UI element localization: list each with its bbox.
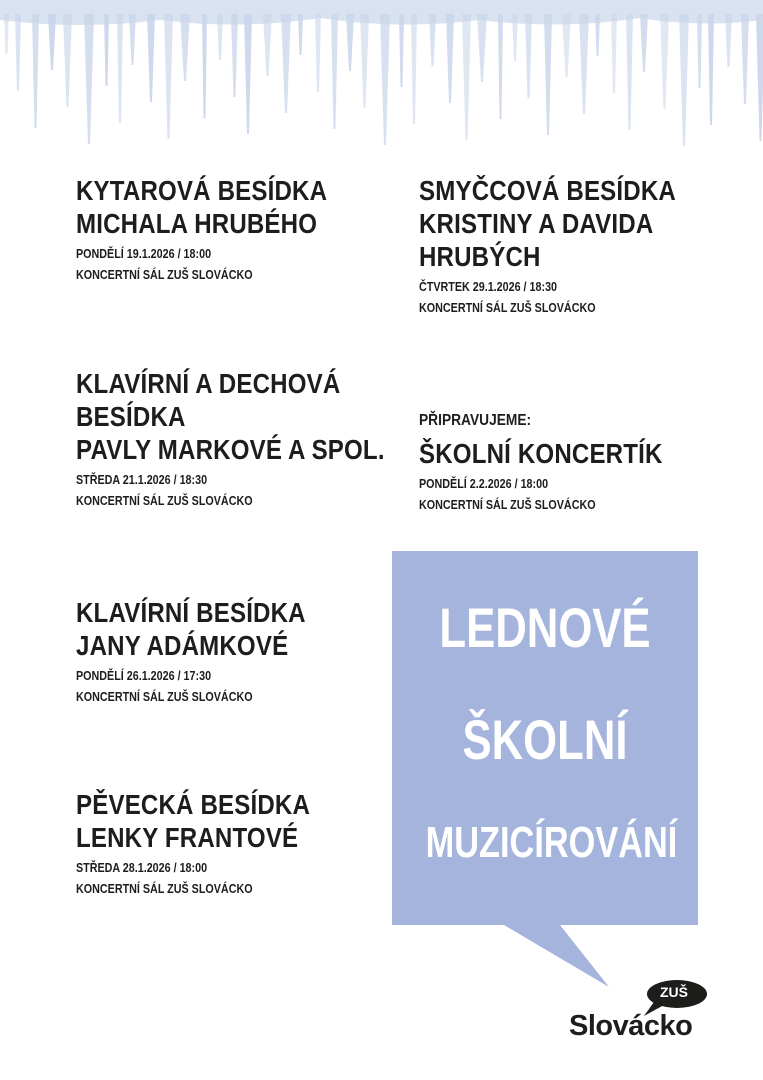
event-title [419, 437, 663, 470]
event-title-line: KLAVÍRNÍ BESÍDKA [76, 597, 306, 628]
event-upcoming [419, 411, 702, 516]
event-venue: KONCERTNÍ SÁL ZUŠ SLOVÁCKO [419, 301, 596, 315]
event-info [76, 470, 385, 512]
event-title-line: PAVLY MARKOVÉ A SPOL. [76, 434, 385, 465]
event-info [419, 474, 663, 516]
event-info [76, 858, 310, 900]
event-title-line: JANY ADÁMKOVÉ [76, 630, 289, 661]
event-title [76, 174, 327, 240]
event-date: PONDĚLÍ 19.1.2026 / 18:00 [76, 247, 212, 261]
event-guitar-recital [76, 174, 368, 286]
event-info [76, 666, 306, 708]
event-title-line: KRISTINY A DAVIDA [419, 208, 654, 239]
event-venue: KONCERTNÍ SÁL ZUŠ SLOVÁCKO [76, 268, 253, 282]
event-title [76, 788, 310, 854]
event-title-line: KYTAROVÁ BESÍDKA [76, 175, 328, 206]
upcoming-label: PŘIPRAVUJEME: [419, 412, 532, 429]
event-title-line: MICHALA HRUBÉHO [76, 208, 318, 239]
logo-slovacko-text: Slovácko [569, 1010, 693, 1042]
event-title-line: LENKY FRANTOVÉ [76, 822, 299, 853]
event-title-line: ŠKOLNÍ KONCERTÍK [419, 438, 663, 469]
event-strings-recital [419, 174, 718, 319]
event-date: STŘEDA 21.1.2026 / 18:30 [76, 473, 208, 487]
event-title-line: KLAVÍRNÍ A DECHOVÁ [76, 368, 341, 399]
bubble-title-line: MUZICÍROVÁNÍ [425, 818, 678, 867]
event-title [419, 174, 676, 273]
event-info [76, 244, 327, 286]
bubble-title-line: ŠKOLNÍ [462, 708, 628, 771]
event-venue: KONCERTNÍ SÁL ZUŠ SLOVÁCKO [419, 498, 596, 512]
event-venue: KONCERTNÍ SÁL ZUŠ SLOVÁCKO [76, 494, 253, 508]
event-piano-recital [76, 596, 343, 708]
event-title-line: SMYČCOVÁ BESÍDKA [419, 175, 676, 206]
event-date: PONDĚLÍ 26.1.2026 / 17:30 [76, 669, 212, 683]
event-title-line: HRUBÝCH [419, 241, 541, 272]
event-venue: KONCERTNÍ SÁL ZUŠ SLOVÁCKO [76, 690, 253, 704]
event-vocal-recital [76, 788, 348, 900]
icicles-decoration [0, 0, 763, 150]
event-date: STŘEDA 28.1.2026 / 18:00 [76, 861, 208, 875]
logo-zus-text: ZUŠ [660, 984, 688, 1000]
event-venue: KONCERTNÍ SÁL ZUŠ SLOVÁCKO [76, 882, 253, 896]
bubble-title-line: LEDNOVÉ [439, 596, 651, 659]
event-info [419, 277, 676, 319]
event-title [76, 596, 306, 662]
event-date: ČTVRTEK 29.1.2026 / 18:30 [419, 280, 558, 294]
event-title-line: BESÍDKA [76, 401, 186, 432]
event-title [76, 367, 385, 466]
event-date: PONDĚLÍ 2.2.2026 / 18:00 [419, 477, 549, 491]
event-title-line: PĚVECKÁ BESÍDKA [76, 789, 311, 820]
event-piano-wind-recital [76, 367, 435, 512]
